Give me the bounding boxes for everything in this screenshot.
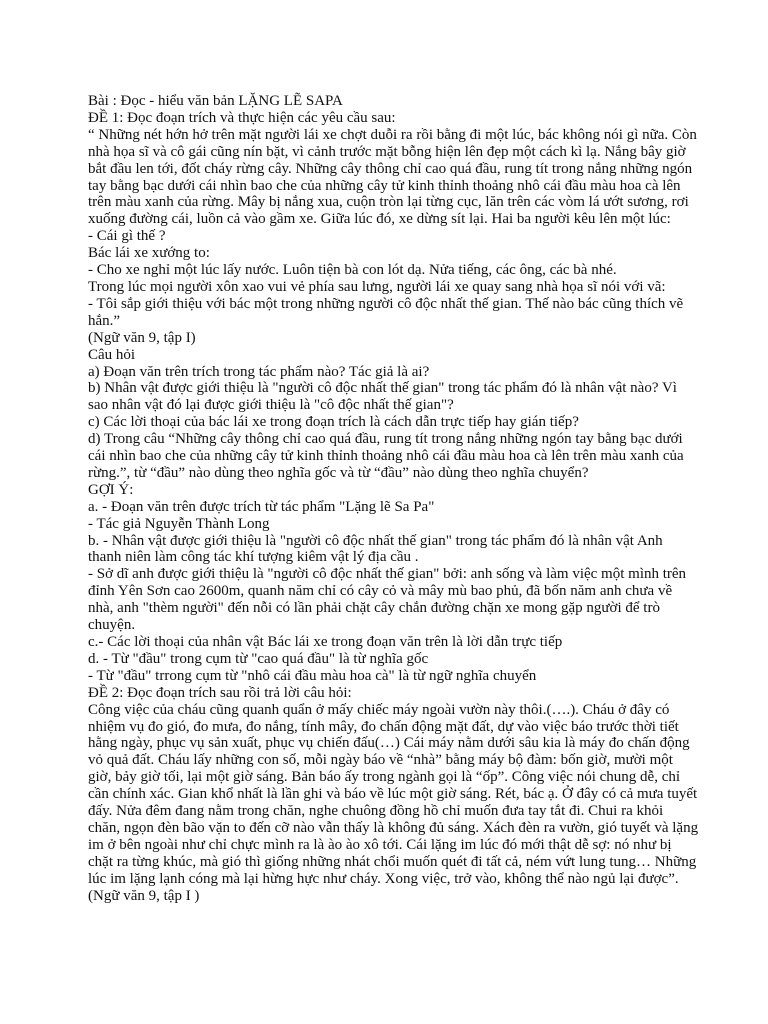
excerpt-1-line: - Tôi sắp giới thiệu với bác một trong những người cô độc nhất thế gian. Thế nào bác cũng thích vẽ xyxy=(88,295,684,312)
hint-line: đỉnh Yên Sơn cao 2600m, quanh năm chỉ có cây cỏ và mây mù bao phủ, đã bốn năm anh chưa về xyxy=(88,583,673,600)
question-line: d) Trong câu “Những cây thông chỉ cao quá đầu, rung tít trong nắng những ngón tay bằng bạc dưới xyxy=(88,431,683,448)
excerpt-2-line: cần chính xác. Gian khổ nhất là lần ghi và báo về lúc một giờ sáng. Rét, bác ạ. Ở đây có cả mưa tuyết xyxy=(88,786,698,803)
excerpt-1-line: Trong lúc mọi người xôn xao vui vẻ phía sau lưng, người lái xe quay sang nhà họa sĩ nói với vã: xyxy=(88,278,666,295)
question-line: rừng.”, từ “đầu” nào dùng theo nghĩa gốc và từ “đầu” nào dùng theo nghĩa chuyển? xyxy=(88,464,589,481)
excerpt-2-line: im ở bên ngoài như chỉ chực mình ra là ào ào xô tới. Cái lặng im lúc đó mới thật dễ sợ: nó như bị xyxy=(88,836,672,853)
excerpt-2-line: chăn, ngọn đèn bão vặn to đến cỡ nào vẫn thấy là không đủ sáng. Xách đèn ra vườn, gió tuyết và lặng xyxy=(88,819,699,836)
hints-heading: GỢI Ý: xyxy=(88,481,134,498)
question-line: b) Nhân vật được giới thiệu là "người cô độc nhất thế gian" trong tác phẩm đó là nhân vật nào? Vì xyxy=(88,380,677,397)
excerpt-1-source: (Ngữ văn 9, tập I) xyxy=(88,329,196,346)
excerpt-1-line: trên màu xanh của rừng. Mây bị nắng xua, cuộn tròn lại từng cục, lăn trên các vòm lá ướt sương, rơi xyxy=(88,194,689,211)
excerpt-2-line: giờ, bảy giờ tối, lại một giờ sáng. Bản báo ấy trong ngành gọi là “ốp”. Công việc nói chung dễ, chỉ xyxy=(88,769,681,786)
question-line: c) Các lời thoại của bác lái xe trong đoạn trích là cách dẫn trực tiếp hay gián tiếp? xyxy=(88,414,579,431)
hint-line: - Tác giả Nguyễn Thành Long xyxy=(88,515,270,532)
hint-line: nhà, anh "thèm người" đến nỗi có lần phải chặt cây chắn đường chặn xe mong gặp người để trò xyxy=(88,600,660,617)
question-line: cái nhìn bao che của những cây tử kinh thỉnh thoảng nhô cái đầu màu hoa cà lên trên màu xanh của xyxy=(88,448,684,465)
questions-heading: Câu hỏi xyxy=(88,346,136,363)
hint-line: - Từ "đầu" trrong cụm từ "nhô cái đầu màu hoa cà" là từ ngữ nghĩa chuyển xyxy=(88,667,537,684)
question-line: sao nhân vật đó lại được giới thiệu là "cô độc nhất thế gian"? xyxy=(88,397,454,414)
excerpt-1-line: “ Những nét hớn hở trên mặt người lái xe chợt duỗi ra rồi bằng đi một lúc, bác không nói gì nữa. Còn xyxy=(88,126,697,143)
excerpt-1-line: bắt đầu len tới, đốt cháy rừng cây. Những cây thông chỉ cao quá đầu, rung tít trong nắng những ngón xyxy=(88,160,693,177)
excerpt-2-line: chặt ra từng khúc, mà gió thì giống những nhát chổi muốn quét đi tất cả, ném vứt lung tung… Những xyxy=(88,853,697,870)
excerpt-2-line: hằng ngày, phục vụ sản xuất, phục vụ chiến đấu(…) Cái máy nằm dưới sâu kia là máy đo chấn động xyxy=(88,735,690,752)
excerpt-1-line: hắn.” xyxy=(88,312,121,329)
excerpt-1-line: tay bằng bạc dưới cái nhìn bao che của những cây tử kinh thỉnh thoảng nhô cái đầu màu hoa cà lên xyxy=(88,177,681,194)
excerpt-2-line: lúc im lặng lạnh cóng mà lại hừng hực như cháy. Xong việc, trở vào, không thể nào ngủ lại được”. xyxy=(88,870,679,887)
excerpt-2-line: vỏ quả đất. Cháu lấy những con số, mỗi ngày báo về “nhà” bằng máy bộ đàm: bốn giờ, mười một xyxy=(88,752,673,769)
excerpt-1-line: xuống đường cái, luồn cả vào gầm xe. Giữa lúc đó, xe dừng sít lại. Hai ba người kêu lên một lúc: xyxy=(88,211,671,228)
hint-line: c.- Các lời thoại của nhân vật Bác lái xe trong đoạn văn trên là lời dẫn trực tiếp xyxy=(88,634,563,650)
excerpt-1-line: Bác lái xe xướng to: xyxy=(88,245,210,262)
excerpt-2-line: đấy. Nửa đêm đang nằm trong chăn, nghe chuông đồng hồ chỉ muốn đưa tay tắt đi. Chui ra khỏi xyxy=(88,803,664,820)
excerpt-1-line: - Cái gì thế ? xyxy=(88,228,166,245)
hint-line: d. - Từ "đầu" trong cụm từ "cao quá đầu" là từ nghĩa gốc xyxy=(88,650,429,667)
excerpt-1-line: nhà họa sĩ và cô gái cũng nín bặt, vì cảnh trước mặt bỗng hiện lên đẹp một cách kì lạ. Nắng bây giờ xyxy=(88,143,686,160)
excerpt-2-source: (Ngữ văn 9, tập I ) xyxy=(88,887,200,904)
document-title: Bài : Đọc - hiểu văn bản LẶNG LẼ SAPA xyxy=(88,93,343,109)
hint-line: thanh niên làm công tác khí tượng kiêm vật lý địa cầu . xyxy=(88,549,419,566)
exercise-1-heading: ĐỀ 1: Đọc đoạn trích và thực hiện các yêu cầu sau: xyxy=(88,109,396,126)
hint-line: - Sở dĩ anh được giới thiệu là "người cô độc nhất thế gian" bởi: anh sống và làm việc một mình trên xyxy=(88,566,687,583)
hint-line: chuyện. xyxy=(88,617,136,634)
hint-line: b. - Nhân vật được giới thiệu là "người cô độc nhất thế gian" trong tác phẩm đó là nhân vật Anh xyxy=(88,532,663,549)
exercise-2-heading: ĐỀ 2: Đọc đoạn trích sau rồi trả lời câu hỏi: xyxy=(88,684,352,701)
question-line: a) Đoạn văn trên trích trong tác phẩm nào? Tác giả là ai? xyxy=(88,363,430,380)
hint-line: a. - Đoạn văn trên được trích từ tác phẩm "Lặng lẽ Sa Pa" xyxy=(88,498,435,515)
excerpt-1-line: - Cho xe nghỉ một lúc lấy nước. Luôn tiện bà con lót dạ. Nửa tiếng, các ông, các bà nhé. xyxy=(88,262,617,279)
excerpt-2-line: nhiệm vụ đo gió, đo mưa, đo nắng, tính mây, đo chấn động mặt đất, dự vào việc báo trước thời tiết xyxy=(88,718,679,735)
excerpt-2-line: Công việc của cháu cũng quanh quẩn ở mấy chiếc máy ngoài vườn này thôi.(….). Cháu ở đây có xyxy=(88,701,670,718)
